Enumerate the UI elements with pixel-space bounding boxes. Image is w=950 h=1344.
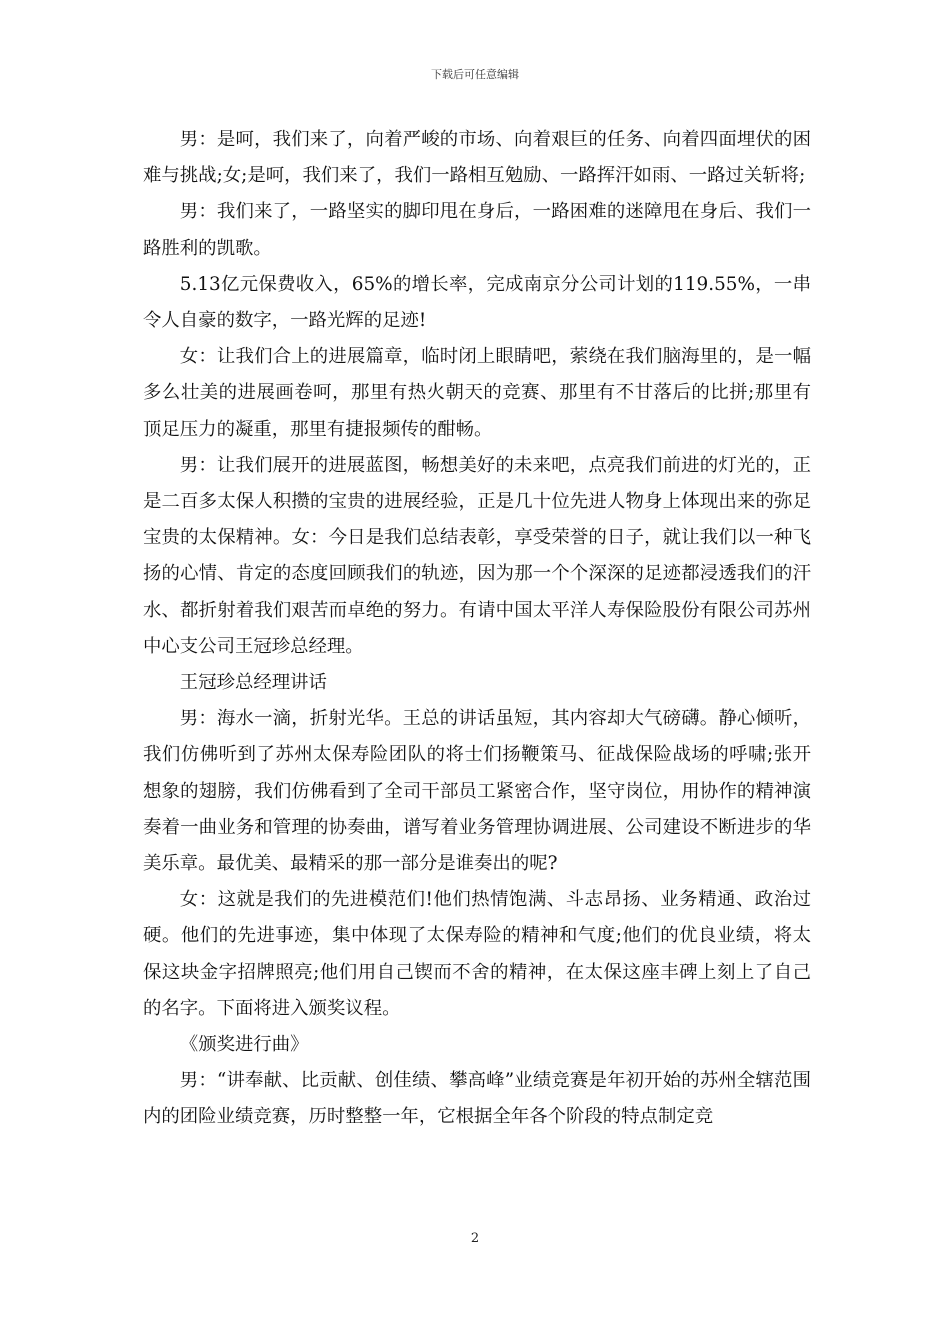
paragraph: 5.13亿元保费收入，65%的增长率，完成南京分公司计划的119.55%，一串令人自豪的数字，一路光辉的足迹! [143, 273, 811, 332]
paragraph: 男：是呵，我们来了，向着严峻的市场、向着艰巨的任务、向着四面埋伏的困难与挑战;女;是呵，我们来了，我们一路相互勉励、一路挥汗如雨、一路过关斩将; [143, 129, 811, 187]
paragraph: 男：海水一滴，折射光华。王总的讲话虽短，其内容却大气磅礴。静心倾听，我们仿佛听到了苏州太保寿险团队的将士们扬鞭策马、征战保险战场的呼啸;张开想象的翅膀，我们仿佛看到了全司干部员工紧密合作，坚守岗位，用协作的精神演奏着一曲业务和管理的协奏曲，谱写着业务管理协调进展、公司建设不断进步的华美乐章。最优美、最精采的那一部分是谁奏出的呢? [143, 708, 811, 875]
paragraph: 女：让我们合上的进展篇章，临时闭上眼睛吧，萦绕在我们脑海里的，是一幅多么壮美的进展画卷呵，那里有热火朝天的竞赛、那里有不甘落后的比拼;那里有顶足压力的凝重，那里有捷报频传的酣畅。 [143, 346, 811, 440]
paragraph: 男：“讲奉献、比贡献、创佳绩、攀高峰”业绩竞赛是年初开始的苏州全辖范围内的团险业绩竞赛，历时整整一年，它根据全年各个阶段的特点制定竞 [143, 1070, 811, 1128]
page-header: 下载后可任意编辑 [431, 68, 519, 81]
section-heading: 《颁奖进行曲》 [179, 1034, 309, 1056]
body-text [143, 122, 811, 1136]
page-number: 2 [470, 1231, 480, 1246]
paragraph: 男：让我们展开的进展蓝图，畅想美好的未来吧，点亮我们前进的灯光的，正是二百多太保人积攒的宝贵的进展经验，正是几十位先进人物身上体现出来的弥足宝贵的太保精神。女：今日是我们总结表彰，享受荣誉的日子，就让我们以一种飞扬的心情、肯定的态度回顾我们的轨迹，因为那一个个深深的足迹都浸透我们的汗水、都折射着我们艰苦而卓绝的努力。有请中国太平洋人寿保险股份有限公司苏州中心支公司王冠珍总经理。 [143, 454, 811, 657]
paragraph: 女：这就是我们的先进模范们!他们热情饱满、斗志昂扬、业务精通、政治过硬。他们的先进事迹，集中体现了太保寿险的精神和气度;他们的优良业绩，将太保这块金字招牌照亮;他们用自己锲而不舍的精神，在太保这座丰碑上刻上了自己的名字。下面将进入颁奖议程。 [143, 889, 811, 1019]
section-heading: 王冠珍总经理讲话 [179, 672, 327, 694]
paragraph: 男：我们来了，一路坚实的脚印甩在身后，一路困难的迷障甩在身后、我们一路胜利的凯歌。 [143, 201, 811, 259]
